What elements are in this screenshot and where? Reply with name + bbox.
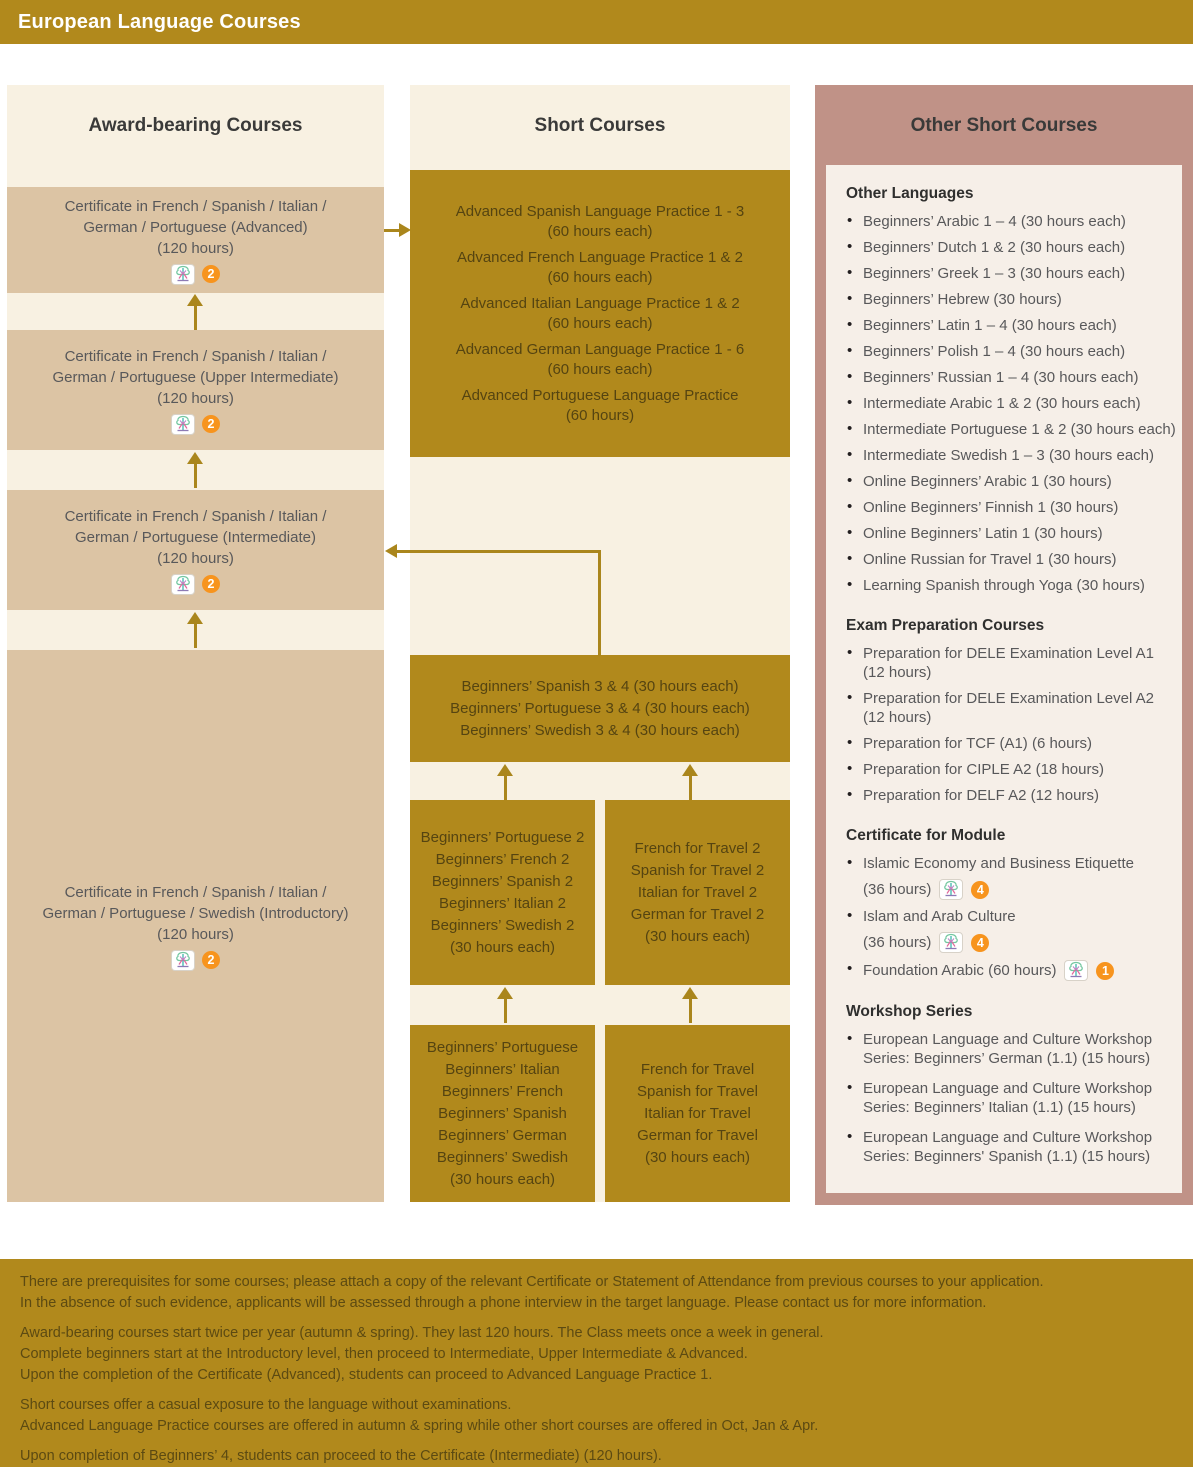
school-crest-icon (171, 264, 195, 285)
icon-row (171, 264, 220, 285)
course-line: Beginners’ Portuguese 3 & 4 (30 hours each) (450, 699, 750, 717)
connector-line (396, 550, 601, 553)
course-line: Advanced Italian Language Practice 1 & 2 (460, 294, 740, 312)
note-paragraph (20, 1395, 1173, 1437)
course-line: Islam and Arab Culture (863, 908, 1016, 925)
footer-notes (0, 1259, 1193, 1467)
course-line: (120 hours) (157, 925, 234, 943)
arrow-up-icon (497, 764, 513, 800)
list-item: • Beginners’ Dutch 1 & 2 (30 hours each) (846, 238, 1178, 257)
course-line: (60 hours each) (547, 360, 653, 378)
note-paragraph (20, 1446, 1173, 1467)
cert-advanced-box (7, 187, 384, 293)
other-courses-panel (826, 165, 1182, 1193)
count-badge: 4 (971, 881, 989, 899)
course-line: Certificate in French / Spanish / Italian / (64, 883, 327, 901)
list-item: • European Language and Culture Workshop Series: Beginners’ German (1.1) (15 hours) (846, 1030, 1178, 1068)
section-other-languages (846, 185, 1178, 595)
cert-intermediate-box (7, 490, 384, 610)
column-title: Short Courses (534, 115, 666, 136)
course-line: Certificate in French / Spanish / Italian / (64, 507, 327, 525)
list-item: • European Language and Culture Workshop Series: Beginners' Spanish (1.1) (15 hours) (846, 1128, 1178, 1166)
count-badge: 2 (202, 265, 220, 283)
list-item: • European Language and Culture Workshop Series: Beginners’ Italian (1.1) (15 hours) (846, 1079, 1178, 1117)
cert-introductory-box (7, 650, 384, 1202)
travel-1-box (605, 1025, 790, 1202)
list-item: • Beginners’ Russian 1 – 4 (30 hours each) (846, 368, 1178, 387)
list-item: • Beginners’ Polish 1 – 4 (30 hours each) (846, 342, 1178, 361)
course-line: • Foundation Arabic (60 hours) (863, 962, 1057, 979)
advanced-practice-box (410, 170, 790, 457)
list-item: • Beginners’ Hebrew (30 hours) (846, 290, 1178, 309)
course-item (457, 248, 743, 288)
course-list (846, 212, 1178, 595)
course-line: German / Portuguese / Swedish (Introductory) (42, 904, 349, 922)
icon-row (171, 414, 220, 435)
note-line: Complete beginners start at the Introductory level, then proceed to Intermediate, Upper Intermediate & Advanced. (20, 1346, 748, 1362)
school-crest-icon (939, 879, 963, 900)
icon-row (171, 574, 220, 595)
note-paragraph (20, 1272, 1173, 1314)
course-line: Beginners’ Spanish 2 (431, 872, 574, 890)
course-line: Beginners’ Italian 2 (438, 894, 567, 912)
course-list (846, 644, 1178, 805)
course-item (456, 202, 745, 242)
hours-label: (36 hours) (863, 934, 932, 951)
course-line: French for Travel (640, 1060, 755, 1078)
arrow-up-icon (187, 294, 203, 330)
arrow-up-icon (187, 612, 203, 648)
arrow-up-icon (682, 987, 698, 1023)
note-line: Upon completion of Beginners’ 4, students can proceed to the Certificate (Intermediate) (120 hours). (20, 1448, 662, 1464)
course-line: (30 hours each) (449, 938, 556, 956)
note-line: In the absence of such evidence, applicants will be assessed through a phone interview in the target language. Please contact us for more information. (20, 1295, 987, 1311)
section-heading: Other Languages (846, 185, 974, 202)
list-item (846, 854, 1178, 900)
school-crest-icon (171, 574, 195, 595)
list-item: • Online Beginners’ Finnish 1 (30 hours) (846, 498, 1178, 517)
list-item: • Preparation for CIPLE A2 (18 hours) (846, 760, 1178, 779)
list-item: • Preparation for TCF (A1) (6 hours) (846, 734, 1178, 753)
section-exam-preparation (846, 617, 1178, 805)
course-line: Italian for Travel 2 (637, 883, 758, 901)
list-item: • Online Beginners’ Latin 1 (30 hours) (846, 524, 1178, 543)
section-certificate-for-module (846, 827, 1178, 981)
list-item (846, 960, 1178, 981)
school-crest-icon (171, 414, 195, 435)
course-line: Certificate in French / Spanish / Italian / (64, 197, 327, 215)
hours-row (863, 932, 1178, 953)
count-badge: 2 (202, 415, 220, 433)
course-line (863, 960, 1178, 981)
note-line: Short courses offer a casual exposure to the language without examinations. (20, 1397, 512, 1413)
course-line: German for Travel 2 (630, 905, 765, 923)
course-line: Beginners’ Swedish (436, 1148, 569, 1166)
column-award-bearing (7, 85, 384, 1202)
list-item: • Preparation for DELF A2 (12 hours) (846, 786, 1178, 805)
course-line: Advanced Spanish Language Practice 1 - 3 (455, 202, 745, 220)
hours-label: (36 hours) (863, 881, 932, 898)
course-line: Advanced French Language Practice 1 & 2 (456, 248, 744, 266)
beginners-2-box (410, 800, 595, 985)
list-item: • Intermediate Arabic 1 & 2 (30 hours each) (846, 394, 1178, 413)
course-line: Spanish for Travel 2 (630, 861, 765, 879)
course-item (462, 386, 739, 426)
arrow-right-icon (399, 223, 411, 237)
list-item: • Online Beginners’ Arabic 1 (30 hours) (846, 472, 1178, 491)
course-line: Beginners’ Portuguese 2 (420, 828, 585, 846)
course-item (456, 340, 745, 380)
note-line: Advanced Language Practice courses are offered in autumn & spring while other short courses are offered in Oct, Jan & Apr. (20, 1418, 819, 1434)
column-title: Other Short Courses (910, 115, 1098, 136)
list-item (846, 907, 1178, 953)
course-list (846, 1030, 1178, 1166)
list-item: • Learning Spanish through Yoga (30 hours) (846, 576, 1178, 595)
course-line: Islamic Economy and Business Etiquette (863, 855, 1134, 872)
count-badge: 1 (1096, 962, 1114, 980)
course-line: Beginners’ Swedish 2 (430, 916, 575, 934)
course-line: (60 hours) (565, 406, 635, 424)
note-line: Award-bearing courses start twice per year (autumn & spring). They last 120 hours. The Class meets once a week in general. (20, 1325, 824, 1341)
list-item: • Online Russian for Travel 1 (30 hours) (846, 550, 1178, 569)
count-badge: 2 (202, 951, 220, 969)
note-line: Upon the completion of the Certificate (Advanced), students can proceed to Advanced Language Practice 1. (20, 1367, 713, 1383)
course-line: (120 hours) (157, 239, 234, 257)
arrow-up-icon (497, 987, 513, 1023)
course-line: (30 hours each) (449, 1170, 556, 1188)
course-line: (60 hours each) (547, 268, 653, 286)
list-item: • Intermediate Portuguese 1 & 2 (30 hours each) (846, 420, 1178, 439)
course-line: Beginners’ Spanish (438, 1104, 567, 1122)
course-line: (120 hours) (157, 389, 234, 407)
course-list (846, 854, 1178, 981)
course-line: Advanced German Language Practice 1 - 6 (455, 340, 745, 358)
travel-2-box (605, 800, 790, 985)
list-item: • Preparation for DELE Examination Level A1 (12 hours) (846, 644, 1178, 682)
course-line: (30 hours each) (644, 927, 751, 945)
icon-row (171, 950, 220, 971)
beginners-1-box (410, 1025, 595, 1202)
column-title: Award-bearing Courses (88, 115, 303, 136)
page-header (0, 0, 1193, 44)
beginners-3-4-box (410, 655, 790, 762)
course-line: Beginners’ German (438, 1126, 567, 1144)
course-line: Spanish for Travel (637, 1082, 758, 1100)
course-line: Certificate in French / Spanish / Italian / (64, 347, 327, 365)
school-crest-icon (171, 950, 195, 971)
course-line: (30 hours each) (644, 1148, 751, 1166)
school-crest-icon (939, 932, 963, 953)
course-line: Beginners’ French (441, 1082, 564, 1100)
course-line: German / Portuguese (Advanced) (83, 218, 308, 236)
course-line: German for Travel (637, 1126, 758, 1144)
list-item: • Preparation for DELE Examination Level A2 (12 hours) (846, 689, 1178, 727)
count-badge: 4 (971, 934, 989, 952)
list-item: • Beginners’ Latin 1 – 4 (30 hours each) (846, 316, 1178, 335)
course-line: (120 hours) (157, 549, 234, 567)
arrow-up-icon (187, 452, 203, 488)
course-line: Beginners’ French 2 (435, 850, 570, 868)
hours-row (863, 879, 1178, 900)
section-workshop-series (846, 1003, 1178, 1166)
count-badge: 2 (202, 575, 220, 593)
section-heading: Workshop Series (846, 1003, 973, 1020)
section-heading: Certificate for Module (846, 827, 1006, 844)
connector-line (598, 550, 601, 656)
course-line: German / Portuguese (Upper Intermediate) (52, 368, 339, 386)
list-item: • Beginners’ Arabic 1 – 4 (30 hours each) (846, 212, 1178, 231)
course-line: (60 hours each) (547, 314, 653, 332)
course-line: Beginners’ Italian (445, 1060, 560, 1078)
column-other-short-courses (815, 85, 1193, 1205)
page-title: European Language Courses (18, 11, 301, 33)
course-line: German / Portuguese (Intermediate) (75, 528, 316, 546)
cert-upper-intermediate-box (7, 330, 384, 450)
course-line: Beginners’ Swedish 3 & 4 (30 hours each) (460, 721, 740, 739)
course-line: Italian for Travel (644, 1104, 751, 1122)
course-line: (60 hours each) (547, 222, 653, 240)
course-line: French for Travel 2 (634, 839, 761, 857)
note-paragraph (20, 1323, 1173, 1386)
list-item: • Intermediate Swedish 1 – 3 (30 hours each) (846, 446, 1178, 465)
arrow-up-icon (682, 764, 698, 800)
section-heading: Exam Preparation Courses (846, 617, 1045, 634)
note-line: There are prerequisites for some courses; please attach a copy of the relevant Certificate or Statement of Attendance from previous courses to your application. (20, 1274, 1044, 1290)
course-item (460, 294, 739, 334)
course-line: Beginners’ Spanish 3 & 4 (30 hours each) (461, 677, 739, 695)
course-line: Beginners’ Portuguese (426, 1038, 579, 1056)
school-crest-icon (1064, 960, 1088, 981)
list-item: • Beginners’ Greek 1 – 3 (30 hours each) (846, 264, 1178, 283)
course-line: Advanced Portuguese Language Practice (461, 386, 739, 404)
